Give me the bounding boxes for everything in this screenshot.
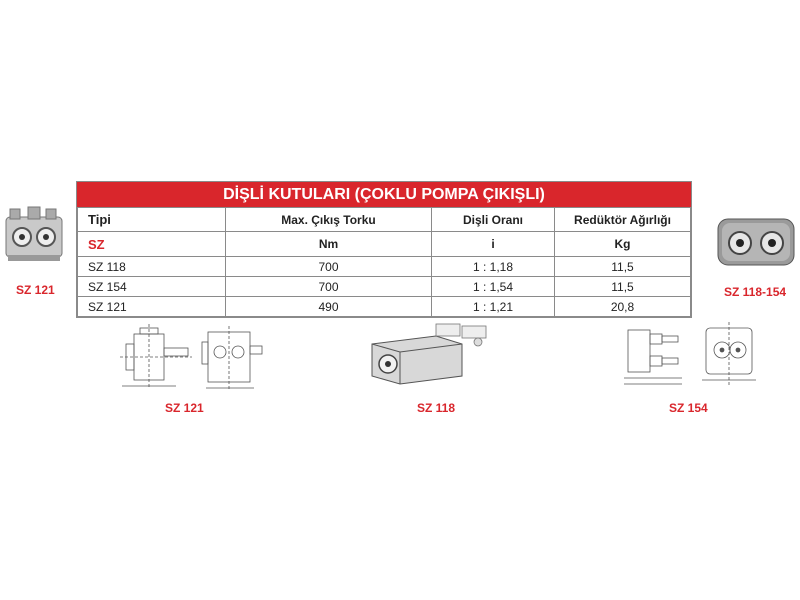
header-torque: Max. Çıkış Torku [226,208,432,232]
unit-torque: Nm [226,232,432,257]
cell-type: SZ 121 [78,297,226,317]
cell-type: SZ 118 [78,257,226,277]
spec-table [76,181,692,318]
technical-drawing-sz121 [112,322,272,394]
cell-torque: 490 [226,297,432,317]
header-type: Tipi [78,208,226,232]
cell-ratio: 1 : 1,18 [432,257,555,277]
header-row [78,208,691,232]
cell-torque: 700 [226,257,432,277]
header-ratio: Dişli Oranı [432,208,555,232]
drawing-caption-right: SZ 154 [669,401,708,415]
header-weight: Redüktör Ağırlığı [555,208,691,232]
photo-caption-left: SZ 121 [16,283,55,297]
cell-weight: 20,8 [555,297,691,317]
units-row [78,232,691,257]
spec-grid [77,207,691,317]
table-row [78,297,691,317]
table-title: DİŞLİ KUTULARI (ÇOKLU POMPA ÇIKIŞLI) [77,182,691,207]
cell-torque: 700 [226,277,432,297]
technical-drawing-sz154 [618,320,768,390]
cell-ratio: 1 : 1,54 [432,277,555,297]
table-row [78,277,691,297]
cell-ratio: 1 : 1,21 [432,297,555,317]
cell-weight: 11,5 [555,257,691,277]
table-row [78,257,691,277]
cell-weight: 11,5 [555,277,691,297]
cell-type: SZ 154 [78,277,226,297]
gearbox-photo-sz121 [0,205,68,267]
drawing-caption-center: SZ 118 [417,401,456,415]
drawing-caption-left: SZ 121 [165,401,204,415]
unit-type: SZ [78,232,226,257]
unit-ratio: i [432,232,555,257]
unit-weight: Kg [555,232,691,257]
gearbox-photo-sz118-154 [712,213,798,271]
technical-drawing-sz118 [366,322,502,388]
photo-caption-right: SZ 118-154 [724,285,787,299]
